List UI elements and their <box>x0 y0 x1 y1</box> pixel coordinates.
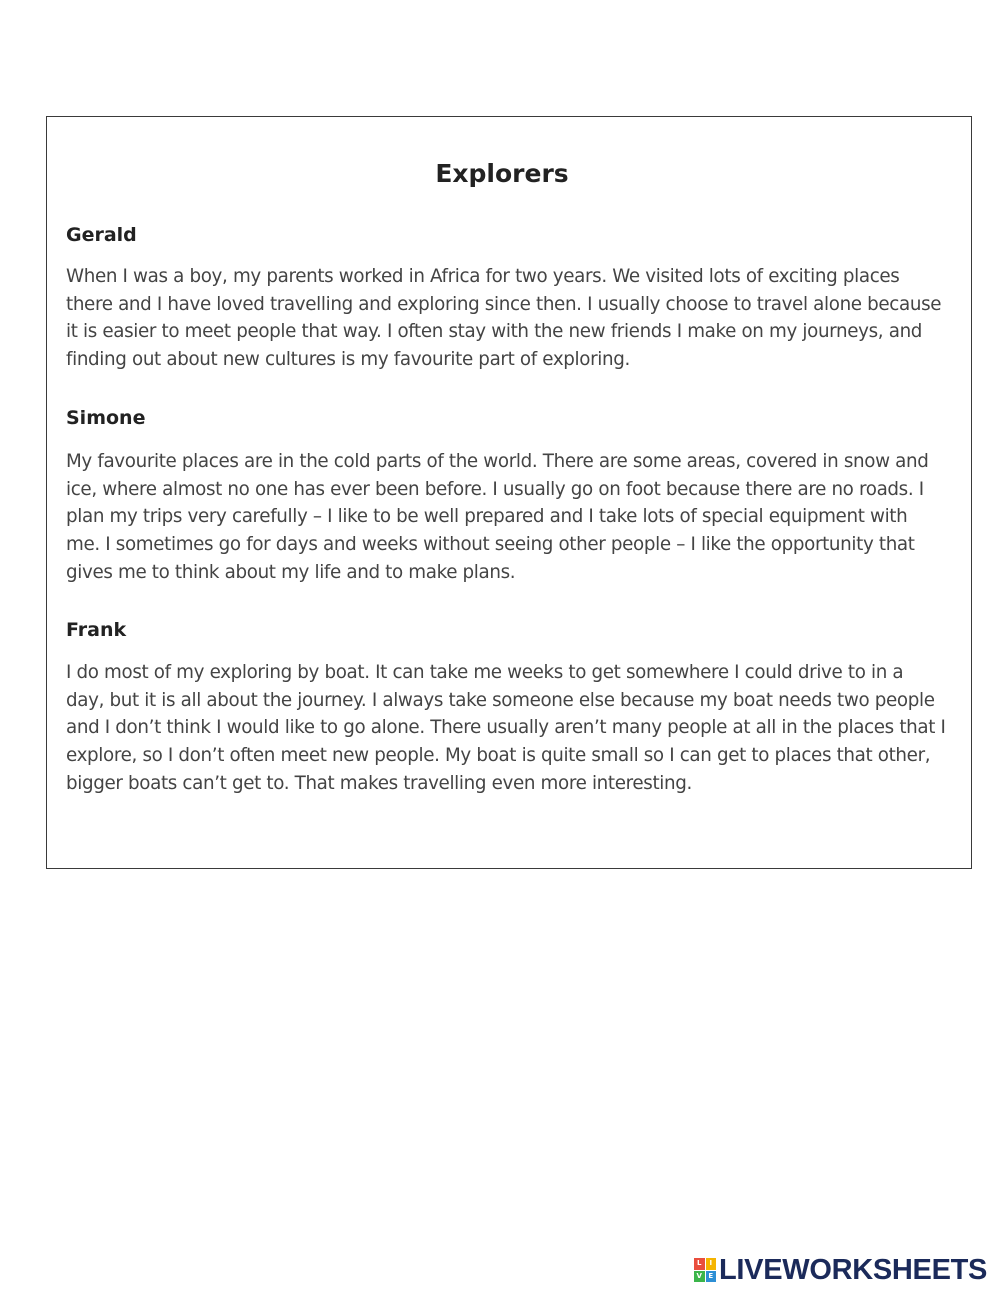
explorer-name-simone: Simone <box>66 407 146 429</box>
logo-icon-cell: L <box>694 1258 705 1270</box>
document-title: Explorers <box>435 159 569 188</box>
liveworksheets-logo[interactable] <box>694 1254 987 1286</box>
explorer-text-frank: I do most of my exploring by boat. It can take me weeks to get somewhere I could drive to in a day, but it is all about the journey. I always take someone else because my boat needs two people and I don’t think I would like to go alone. There usually aren’t many people at all in the places that I explore, so I don’t often meet new people. My boat is quite small so I can get to places that other, bigger boats can’t get to. That makes travelling even more interesting. <box>66 662 946 794</box>
liveworksheets-logo-text: LIVEWORKSHEETS <box>719 1253 988 1286</box>
liveworksheets-logo-icon <box>694 1258 716 1282</box>
logo-icon-cell: E <box>706 1271 717 1283</box>
logo-icon-cell: I <box>706 1258 717 1270</box>
explorer-text-gerald: When I was a boy, my parents worked in Africa for two years. We visited lots of exciting places there and I have loved travelling and exploring since then. I usually choose to travel alone because it is easier to meet people that way. I often stay with the new friends I make on my journeys, and finding out about new cultures is my favourite part of exploring. <box>66 266 942 371</box>
explorer-name-gerald: Gerald <box>66 224 137 246</box>
explorer-text-simone: My favourite places are in the cold parts of the world. There are some areas, covered in snow and ice, where almost no one has ever been before. I usually go on foot because there are no roads. I plan my trips very carefully – I like to be well prepared and I take lots of special equipment with me. I sometimes go for days and weeks without seeing other people – I like the opportunity that gives me to think about my life and to make plans. <box>66 451 929 583</box>
explorer-name-frank: Frank <box>66 619 127 641</box>
logo-icon-cell: V <box>694 1271 705 1283</box>
